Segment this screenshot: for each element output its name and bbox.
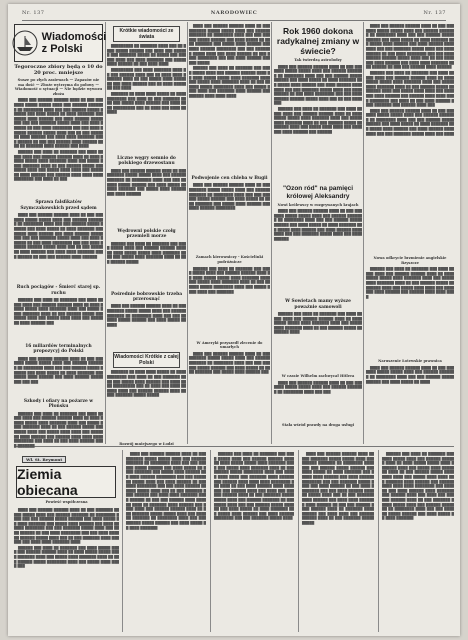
story5-body: ██████ ███ ████ ██ ███████ ███ ████ █████ ████ ███ ██████ ██████ ████ ██ ████ █████ █████ ████ ███████ ████ ███ █████ ████ ███████ ████ ██ ███ ██████ █████ ████████ ████ ███ █████ ████ ████ ███ ███████ ████ ██████ ███ ██████ ████ ████ ████ ████████ ███ ████ ██ ███ ████ ██████ ████ ███████ [14,411,103,448]
col5-top-body: ████ ███ ██████ ██████ ████ ██ ███ ███████ █████ █████ ████ ███ ██████ ███████ ██ ████████ ████ ███ ███ ██████ █████ ██████ ███ ████ █████ ██ ████ ███████ ███ █████ ████ ██████ ███ ████ ██████ ████████ ███ ███ ███████ █████ ████ ███ ████ ██████ ██ ███ ████ ████████ ███ ███ ████ ██████ ██████ █████ ████ ███ ██ ███ ███████ ████ ██████ ███ ████ ████ ███████ ████ ██████ ██ ███ ███ ██████ ████ ██████ ██████ ███ ████ ██ ███████ ███ ████ █████ ████ ███ ██████ ██████ ████ ██ ████ █████ █████ ████ ███████ ████ ███ █████ ████ ███████ ████ ██ ███ ██████ █████ ████████ ████ ███ █████ ████ ████ ███ ███████ ████ ██████ ███ ██████ ████ ████ ████ ████████ ███ ████ ██ ███ ████ ██████ ████ ███████ ███ ██████ ████ ███ ████ ███ ██████ ██████ ████ ██ ███ ███████ █████ █████ ████ ███ ██████ ███████ ██ ████████ ████ ███ ███ ██████ █████ ██████ ███ ████ █████ ██ ████ ███████ ███ █████ ████ ██████ ███ ████ ██████ ████████ ███ ███ ███████ █████ ████ ███ ████ [366,24,454,136]
story4-headline: 16 miliardów terminalnych propozycyj do Polski [25,344,92,355]
col2-story2-headline: Wędrowni polskie czołg przemieli morze [117,228,176,240]
col5-story2-headline: Naruszenie Łotewskie prawnica [378,359,442,364]
paper-name: NARODOWIEC [210,10,258,16]
lead-subheadline: Susze po złych zasiewach — Zapasów nie ma dość — Zboże wytrzyma do połowy — Wiadomość o sytuacji — Nie będzie wywozu zboża [14,78,103,96]
section-header-polska [14,24,107,62]
headline-1960-sub: Tak twierdzą astrolodzy [294,58,342,62]
aleksandra-body: ████ ███ ██████ ██████ ████ ██ ███ ███████ █████ █████ ████ ███ ██████ ███████ ██ ████████ ████ ███ ███ ██████ █████ ██████ ███ ████ █████ ██ ████ ███████ ███ █████ ████ ██████ ███ ████ ██████ ████████ ███ ███ ███████ █████ ████ ███ ████ ██████ [274,209,362,241]
column-5 [366,24,454,444]
serial-column-1 [14,450,119,632]
col3-story1-body: ████ ███ ██████ ██████ ████ ██ ███ ███████ █████ █████ ████ ███ ██████ ███████ ██ ████████ ████ ███ ███ ██████ █████ ██████ ███ ████ █████ ██ ████ ███████ ███ █████ ████ ██████ ███ ████ ██████ ████████ [189,183,270,211]
story3-body: ██████ ███ ████ ██ ███████ ███ ████ █████ ████ ███ ██████ ██████ ████ ██ ████ █████ █████ ████ ███████ ████ ███ █████ ████ ███████ ████ ██ ███ ██████ █████ ████████ ████ ███ █████ ████ ████ ███ ███████ ████ ██████ ███ [14,298,103,325]
col2-story3-headline: Pośrednie bobrowskie trzeba przerosnąć [110,291,183,303]
col2-story4-headline: Rozwój mniejszego w Łodzi [119,442,174,447]
box-title-world: Krótkie wiadomości ze świata [113,26,180,42]
col4-story3-headline: Nowi królewscy w rozgrywanych krajach [277,202,359,207]
col2-story2-body: ██████ ███ ████ ██ ███████ ███ ████ █████ ████ ███ ██████ ██████ ████ ██ ████ █████ █████ ████ ███████ ████ ███ █████ ████ ███████ ████ ██ ███ ██████ █████ [107,241,186,264]
story2-headline: Sprawa falsfikatów Szymczakowskich przed sądem [20,200,97,211]
col4-story5-headline: W czasie Wilhelm zachwycał Hitlera [281,374,355,378]
col4-story5-body: ████ ███ ██████ ██████ ████ ██ ███ ███████ █████ █████ ████ ███ ██████ ███████ ██ ████████ ████ ███ ███ [274,380,362,394]
col5-story1-headline: Nowa odkrycie brzmienie angielskie Bzyszcze [373,256,447,265]
col3-story1-headline: Podwojenie cen chleba w Bugii [191,176,268,181]
col5-story1-body: ██████ ███ ████ ██ ███████ ███ ████ █████ ████ ███ ██████ ██████ ████ ██ ████ █████ █████ ████ ███████ ████ ███ █████ ████ ███████ ████ ██ ███ ██████ █████ ████████ ████ ███ █████ ████ ████ ███ ███████ ████ ██████ ███ ██████ ████ ████ ████ [366,267,454,299]
newspaper-page [8,4,460,636]
serial-title-box [16,466,116,498]
column-4 [274,24,362,444]
column-1 [14,24,107,448]
serial-col3-body: ██████ ███ ████ ██ ███████ ███ ████ █████ ████ ███ ██████ ██████ ████ ██ ████ █████ █████ ████ ███████ ████ ███ █████ ████ ███████ ████ ██ ███ ██████ █████ ████████ ████ ███ █████ ████ ████ ███ ███████ ████ ██████ ███ ██████ ████ ████ ████ ████████ ███ ████ ██ ███ ████ ██████ ████ ███████ ███ ██████ ████ ███ ████ ███ ██████ ██████ ████ ██ ███ ███████ █████ █████ ████ ███ ██████ ███████ ██ ████████ ████ ███ ███ ██████ █████ ██████ ███ ████ █████ ██ ████ ███████ ███ █████ ████ ██████ ███ ████ ██████ ████████ ███ ███ ███████ █████ ████ [214,452,294,521]
col3-story3-headline: W Ameryki przyszedł zlecenie do umarłych [196,340,263,350]
col4-story4-body: ██████ ███ ████ ██ ███████ ███ ████ █████ ████ ███ ██████ ██████ ████ ██ ████ █████ █████ ████ ███████ ████ ███ █████ ████ ███████ ████ ██ ███ ██████ █████ ████████ ████ [274,312,362,335]
story5-headline: Szkody i ofiary na pożarze w Płońsku [23,398,94,410]
headline-aleksandra: "Ozon ród" na pamięci królowej Aleksandry [282,184,354,200]
serial-col4-body: ████ ███ ██████ ██████ ████ ██ ███ ███████ █████ █████ ████ ███ ██████ ███████ ██ ████████ ████ ███ ███ ██████ █████ ██████ ███ ████ █████ ██ ████ ███████ ███ █████ ████ ██████ ███ ████ ██████ ████████ ███ ███ ███████ █████ ████ ███ ████ ██████ ██ ███ ████ ████████ ███ ███ ████ ██████ ██████ █████ ████ ███ ██ ███ ███████ ████ ██████ ███ ████ ████ ███████ ████ ██████ ██ ███ ███ ██████ ████ ██████ ████ ██ ███████ ████ ██████ ███ ████ ████ ███ ██████ ██████ ████ ██ ███ ███████ █████ █████ [302,452,374,525]
poland-brief-body: ███████ ██ ████ ████ █████ ██ ████ ████████ ███ ████ ██ ███ ███████ ████ ███ █████ ████ ██████ ███ ████ ████ █████████ ███ ██ ████ ███ ████ ██████ ████ ███ ██████ ██████ ████ ██ ███ ███████ █████ █████ [107,370,186,398]
serial-section [14,450,454,632]
col3-story3-body: ████ ███ ██████ ██████ ████ ██ ███ ███████ █████ █████ ████ ███ ██████ ███████ ██ ████████ ████ ███ ███ ██████ █████ ██████ ███ ████ █████ ██ ████ ███████ ███ █████ ████ ██████ ███ [189,351,270,375]
lead-article-body: ████ ███ ██████ ██████ ████ ██ ███ ███████ █████ █████ ████ ███ ██████ ███████ ██ ████████ ████ ███ ███ ██████ █████ ██████ ███ ████ █████ ██ ████ ███████ ███ █████ ████ ██████ ███ ████ ██████ ████████ ███ ███ ███████ █████ ████ ███ ████ ██████ ██ ███ ████ ████████ ███ ███ ████ ██████ ██████ █████ ████ ███ ██ ███ ███████ ████ ██████ ███ ████ ████ ███████ ████ ██████ ██ ███ ███ ██████ ████ ██████ ████ ██ ███████ ████ ██████ ███ ████ ██████ ███ ████ ██ ███████ ███ ████ █████ ████ ███ ██████ ██████ ████ ██ ████ █████ █████ ████ ███████ ████ ███ █████ ████ ███████ ████ ██ ███ ██████ █████ ████████ ████ ███ █████ ████ ████ ███ ███████ ████ ██████ ███ ██████ ████ ████ ████ ████████ ███ ████ ██ ███ [14,98,103,182]
serial-col5-body: ██████ ███ ████ ██ ███████ ███ ████ █████ ████ ███ ██████ ██████ ████ ██ ████ █████ █████ ████ ███████ ████ ███ █████ ████ ███████ ████ ██ ███ ██████ █████ ████████ ████ ███ █████ ████ ████ ███ ███████ ████ ██████ ███ ██████ ████ ████ ████ ████████ ███ ████ ██ ███ ████ ██████ ████ ███████ ███ ██████ ████ ███ ████ ███ ██████ ██████ ████ ██ ███ ███████ █████ █████ ████ ███ ██████ ███████ ██ ████████ ████ ███ ███ ██████ █████ ██████ ███ ████ █████ ██ ████ ███████ [382,452,454,521]
page-number-right: Nr. 137 [423,10,446,16]
page-number-left: Nr. 137 [22,10,45,16]
column-3 [189,24,270,444]
story2-body: ████ ███ ██████ ██████ ████ ██ ███ ███████ █████ █████ ████ ███ ██████ ███████ ██ ████████ ████ ███ ███ ██████ █████ ██████ ███ ████ █████ ██ ████ ███████ ███ █████ ████ ██████ ███ ████ ██████ ████████ ███ ███ ███████ █████ ████ ███ ████ ██████ ██ ███ ████ ████████ ███ ███ ████ ██████ ██████ █████ ████ ███ ██ ███ ███████ ████ ██████ ███ ████ ████ ███████ ████ ██████ ██ ███ ███ ██████ ████ ██████ [14,213,103,259]
col3-story2-body: ██████ ███ ████ ██ ███████ ███ ████ █████ ████ ███ ██████ ██████ ████ ██ ████ █████ █████ ████ ███████ ████ ███ █████ ████ ███████ ████ ██ ███ ██████ █████ ████████ ████ ███ █████ ████ ████ ███ ███████ [189,266,270,294]
col3-top-body: ████ ███ ██████ ██████ ████ ██ ███ ███████ █████ █████ ████ ███ ██████ ███████ ██ ████████ ████ ███ ███ ██████ █████ ██████ ███ ████ █████ ██ ████ ███████ ███ █████ ████ ██████ ███ ████ ██████ ████████ ███ ███ ███████ █████ ████ ███ ████ ██████ ██ ███ ████ ████████ ███ ███ ████ ██████ ██████ █████ ██████ ███ ████ ██ ███████ ███ ████ █████ ████ ███ ██████ ██████ ████ ██ ████ █████ █████ ████ ███████ ████ ███ █████ ████ ███████ ████ ██ ███ ██████ █████ ████████ ████ ███ █████ ████ ████ ███ ███████ ████ ██████ ███ ██████ ████ ████ ████ [189,24,270,98]
section-title: Wiadomości z Polski [41,31,107,55]
story3-headline: Ruch pociągów - Śmierć starej sp. ruchu [16,285,101,296]
headline-1960: Rok 1960 dokona radykalnej zmiany w świecie? [276,26,360,56]
serial-subtitle: Powieść współczesna [45,500,88,504]
col2-story1-headline: Liczne węgry semnio do polskiego drzewostanu [117,156,176,167]
col3-story2-headline: Zamach kierowniczy - Kościelinki podróżnicze [195,255,264,264]
col2-story1-body: ████ ███ ██████ ██████ ████ ██ ███ ███████ █████ █████ ████ ███ ██████ ███████ ██ ████████ ████ ███ ███ ██████ █████ ██████ ███ ████ █████ ██ ████ ███████ ███ █████ ████ ██████ ███ ████ ██████ [107,168,186,196]
box-title-poland: Wiadomości Krótkie z całej Polski [114,354,179,367]
column-2 [107,24,186,447]
ship-emblem-icon [11,30,39,56]
col2-story3-body: ████ ███ ██████ ██████ ████ ██ ███ ███████ █████ █████ ████ ███ ██████ ███████ ██ ████████ ████ ███ ███ ██████ █████ ██████ ███ ████ █████ ██ ████ [107,304,186,327]
serial-col2-body: ████ ███ ██████ ██████ ████ ██ ███ ███████ █████ █████ ████ ███ ██████ ███████ ██ ████████ ████ ███ ███ ██████ █████ ██████ ███ ████ █████ ██ ████ ███████ ███ █████ ████ ██████ ███ ████ ██████ ████████ ███ ███ ███████ █████ ████ ███ ████ ██████ ██ ███ ████ ████████ ███ ███ ████ ██████ ██████ █████ ████ ███ ██ ███ ███████ ████ ██████ ███ ████ ████ ███████ ████ ██████ ██ ███ ███ ██████ ████ ██████ ████ ██ ███████ ████ ██████ ███ ████ ████ ███ ██████ ██████ ████ ██ ███ ███████ █████ █████ ████ ███ ██████ ███████ ██ ████████ ████ ███ ███ ██████ █████ ██████ ███ ████ █████ ██ ████ ███████ [126,452,206,530]
col4-story6-headline: Stała wśród prawdy na droga usługi [282,422,354,427]
serial-title: Ziemia obiecana [17,466,78,498]
lead-headline: Tegoroczne zbiory będą o 10 do 20 proc. mniejsze [14,64,103,76]
story4-body: ████ ███ ██████ ██████ ████ ██ ███ ███████ █████ █████ ████ ███ ██████ ███████ ██ ████████ ████ ███ ███ ██████ █████ ██████ ███ ████ █████ ██ ████ ███████ ███ █████ ████ ██████ ███ ████ ██████ ████████ ███ ███ [14,356,103,384]
col4-story4-headline: W Sowietach mamy wyższe poważnie samowoli [285,299,351,310]
col5-story2-body: ████ ███ ██████ ██████ ████ ██ ███ ███████ █████ █████ ████ ███ ██████ ███████ ██ ████████ ████ ███ ███ ██████ █████ ██████ ███ ████ █████ ██ ████ [366,365,454,384]
running-header [22,10,446,21]
serial-col1-body: ████ ███ ██████ ██████ ████ ██ ███ ███████ █████ █████ ████ ███ ██████ ███████ ██ ████████ ████ ███ ███ ██████ █████ ██████ ███ ████ █████ ██ ████ ███████ ███ █████ ████ ██████ ███ ████ ██████ ████████ ███ ███ ███████ █████ ████ ███ ████ ██████ ██ ███ ████ ████████ ███ ███ ████ ██████ ██████ █████ ████ ███ ██ ███ ███████ ████ ██████ ███ ████ ████ ███████ ████ ██████ ███ ████ ██ ███████ ███ ████ █████ ████ ███ ██████ ██████ ████ ██ ████ █████ █████ ████ ███████ ████ ███ █████ ████ ███████ ████ ██ ███ ██████ █████ ████████ ████ ███ █████ ████ ████ ███ [14,508,119,569]
serial-author-tag: Wł. St. Reymont [22,456,66,463]
article-1960-body: ████ ███ ██████ ██████ ████ ██ ███ ███████ █████ █████ ████ ███ ██████ ███████ ██ ████████ ████ ███ ███ ██████ █████ ██████ ███ ████ █████ ██ ████ ███████ ███ █████ ████ ██████ ███ ████ ██████ ████████ ███ ███ ███████ █████ ████ ███ ████ ██████ ██ ███ ████ ████████ ███ ███ ████ ██████ ██████ █████ ████ ███ ██ ███ ███████ ██████ ███ ████ ██ ███████ ███ ████ █████ ████ ███ ██████ ██████ ████ ██ ████ █████ █████ ████ ███████ ████ ███ █████ ████ ███████ ████ ██ ███ ██████ █████ ████████ ████ ███ █████ ████ ████ ███ ███████ ████ ██████ ███ ██████ [274,64,362,134]
world-news-body: █████████ ██ ███████ ████ ███ ██ ████ █████ ██████ ███ ████ ███ ██████ ███ ███████ █████ ██ █████ ███ ██████ ████ ███ ████ ███████ ███ █████ ████ ██████ ██ ███ ████ ████ █████████ ███ ████ ███████ ████ ██ ███ ██████ ████ ███ ██ ████ ████ ███████ ████ ██ ███ █████ ████ ███████ ███ ████ ██████ ███ ██ ████ ███████ ███ ████ ███████ ██ ████ ████ █████ ██ ████ ████████ ███ ████ ██ ███ ███████ ████ ███ █████ ████ ██████ ███ ████ ████ █████████ ███ ██ ████ ███ ████ ██████ [107,44,186,115]
